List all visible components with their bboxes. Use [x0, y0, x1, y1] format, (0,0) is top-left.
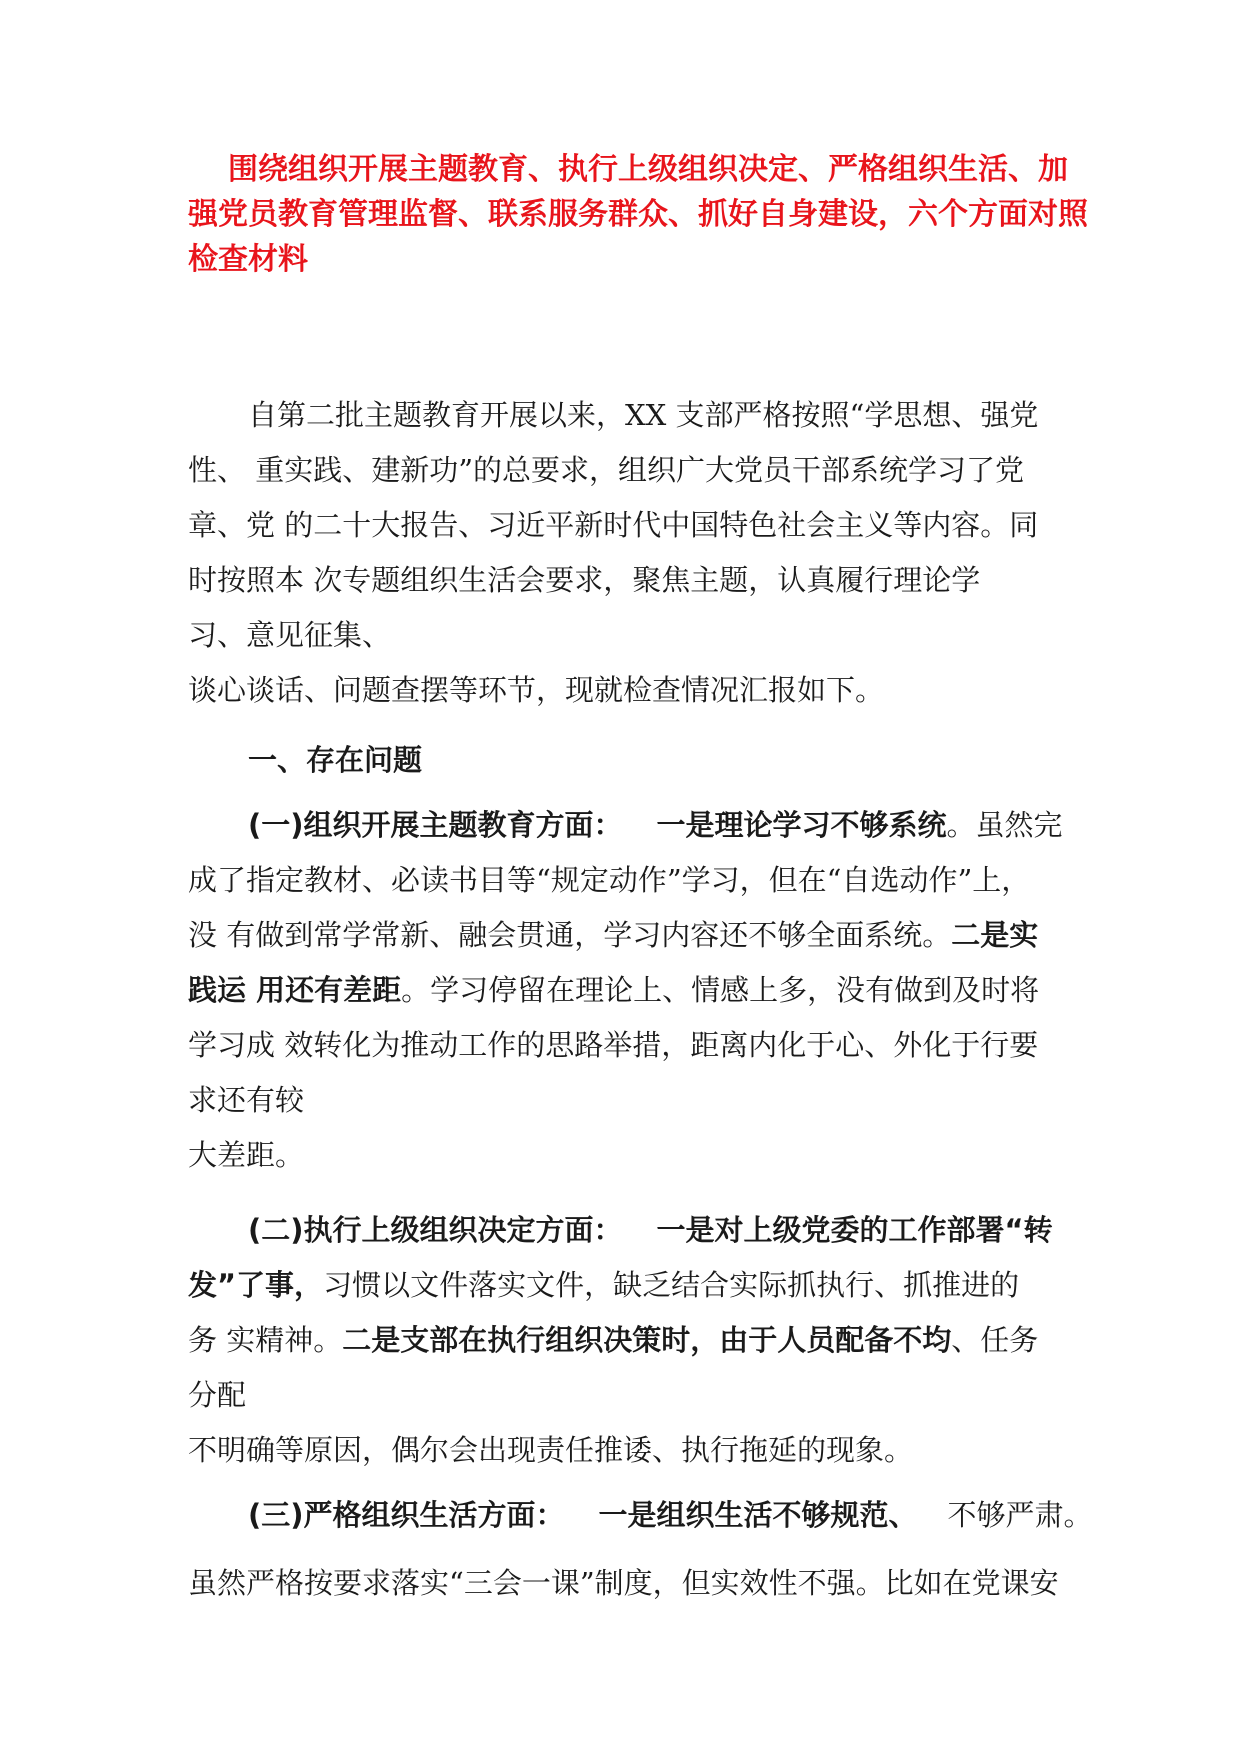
title-line-3: 检查材料 [188, 242, 308, 277]
item2-line-4: 分配 [188, 1378, 247, 1412]
item1-text-4: 。学习停留在理论上、情感上多，没有做到及时将 [401, 973, 1040, 1007]
item2-point-1b: 发”了事， [188, 1268, 324, 1302]
item3-text-1: 不够严肃。 [947, 1498, 1093, 1532]
item1-point-2a: 二是实 [951, 918, 1039, 952]
item2-line-5: 不明确等原因，偶尔会出现责任推诿、执行拖延的现象。 [188, 1433, 914, 1467]
item1-heading: (一)组织开展主题教育方面： [248, 808, 623, 842]
item2-text-3c: 、任务 [951, 1323, 1039, 1357]
item2-heading: (二)执行上级组织决定方面： [248, 1213, 623, 1247]
item3-line-1 [248, 1495, 1093, 1535]
item2-point-2: 二是支部在执行组织决策时，由于人员配备不均 [342, 1323, 952, 1357]
item1-text-1: 。虽然完 [946, 808, 1063, 842]
title-line-1: 围绕组织开展主题教育、执行上级组织决定、严格组织生活、加 [228, 152, 1068, 187]
item3-point-1: 一是组织生活不够规范、 [598, 1498, 918, 1532]
intro-line-2: 性、 重实践、建新功”的总要求，组织广大党员干部系统学习了党 [188, 453, 1025, 487]
item2-text-1: 习惯以文件落实文件，缺乏结合实际抓执行、抓推进的 [323, 1268, 1020, 1302]
item1-point-2b: 践运 用还有差距 [188, 973, 402, 1007]
intro-line-3: 章、党 的二十大报告、习近平新时代中国特色社会主义等内容。同 [188, 508, 1039, 542]
item1-line-2: 成了指定教材、必读书目等“规定动作”学习，但在“自选动作”上， [188, 863, 1031, 897]
section-heading: 一、存在问题 [248, 743, 423, 777]
item1-line-3 [188, 915, 1038, 955]
item2-line-2 [188, 1265, 1019, 1305]
intro-line-6: 谈心谈话、问题查摆等环节，现就检查情况汇报如下。 [188, 673, 885, 707]
item1-line-6: 求还有较 [188, 1083, 305, 1117]
item1-line-5: 学习成 效转化为推动工作的思路举措，距离内化于心、外化于行要 [188, 1028, 1039, 1062]
intro-line-5: 习、意见征集、 [188, 618, 392, 652]
item1-point-1: 一是理论学习不够系统 [656, 808, 947, 842]
item2-text-3a: 务 实精神。 [188, 1323, 343, 1357]
item1-line-4 [188, 970, 1039, 1010]
item2-point-1a: 一是对上级党委的工作部署“转 [656, 1213, 1053, 1247]
title-line-2: 强党员教育管理监督、联系服务群众、抓好自身建设，六个方面对照 [188, 197, 1088, 232]
item2-line-1 [248, 1210, 1053, 1250]
intro-line-4: 时按照本 次专题组织生活会要求，聚焦主题，认真履行理论学 [188, 563, 981, 597]
intro-line-1: 自第二批主题教育开展以来，XX 支部严格按照“学思想、强党 [248, 398, 1039, 432]
item3-heading: (三)严格组织生活方面： [248, 1498, 565, 1532]
item1-line-1 [248, 805, 1063, 845]
item3-line-2: 虽然严格按要求落实“三会一课”制度，但实效性不强。比如在党课安 [188, 1566, 1059, 1600]
item1-line-7: 大差距。 [188, 1138, 305, 1172]
item2-line-3 [188, 1320, 1038, 1360]
item1-text-3a: 没 有做到常学常新、融会贯通，学习内容还不够全面系统。 [188, 918, 952, 952]
